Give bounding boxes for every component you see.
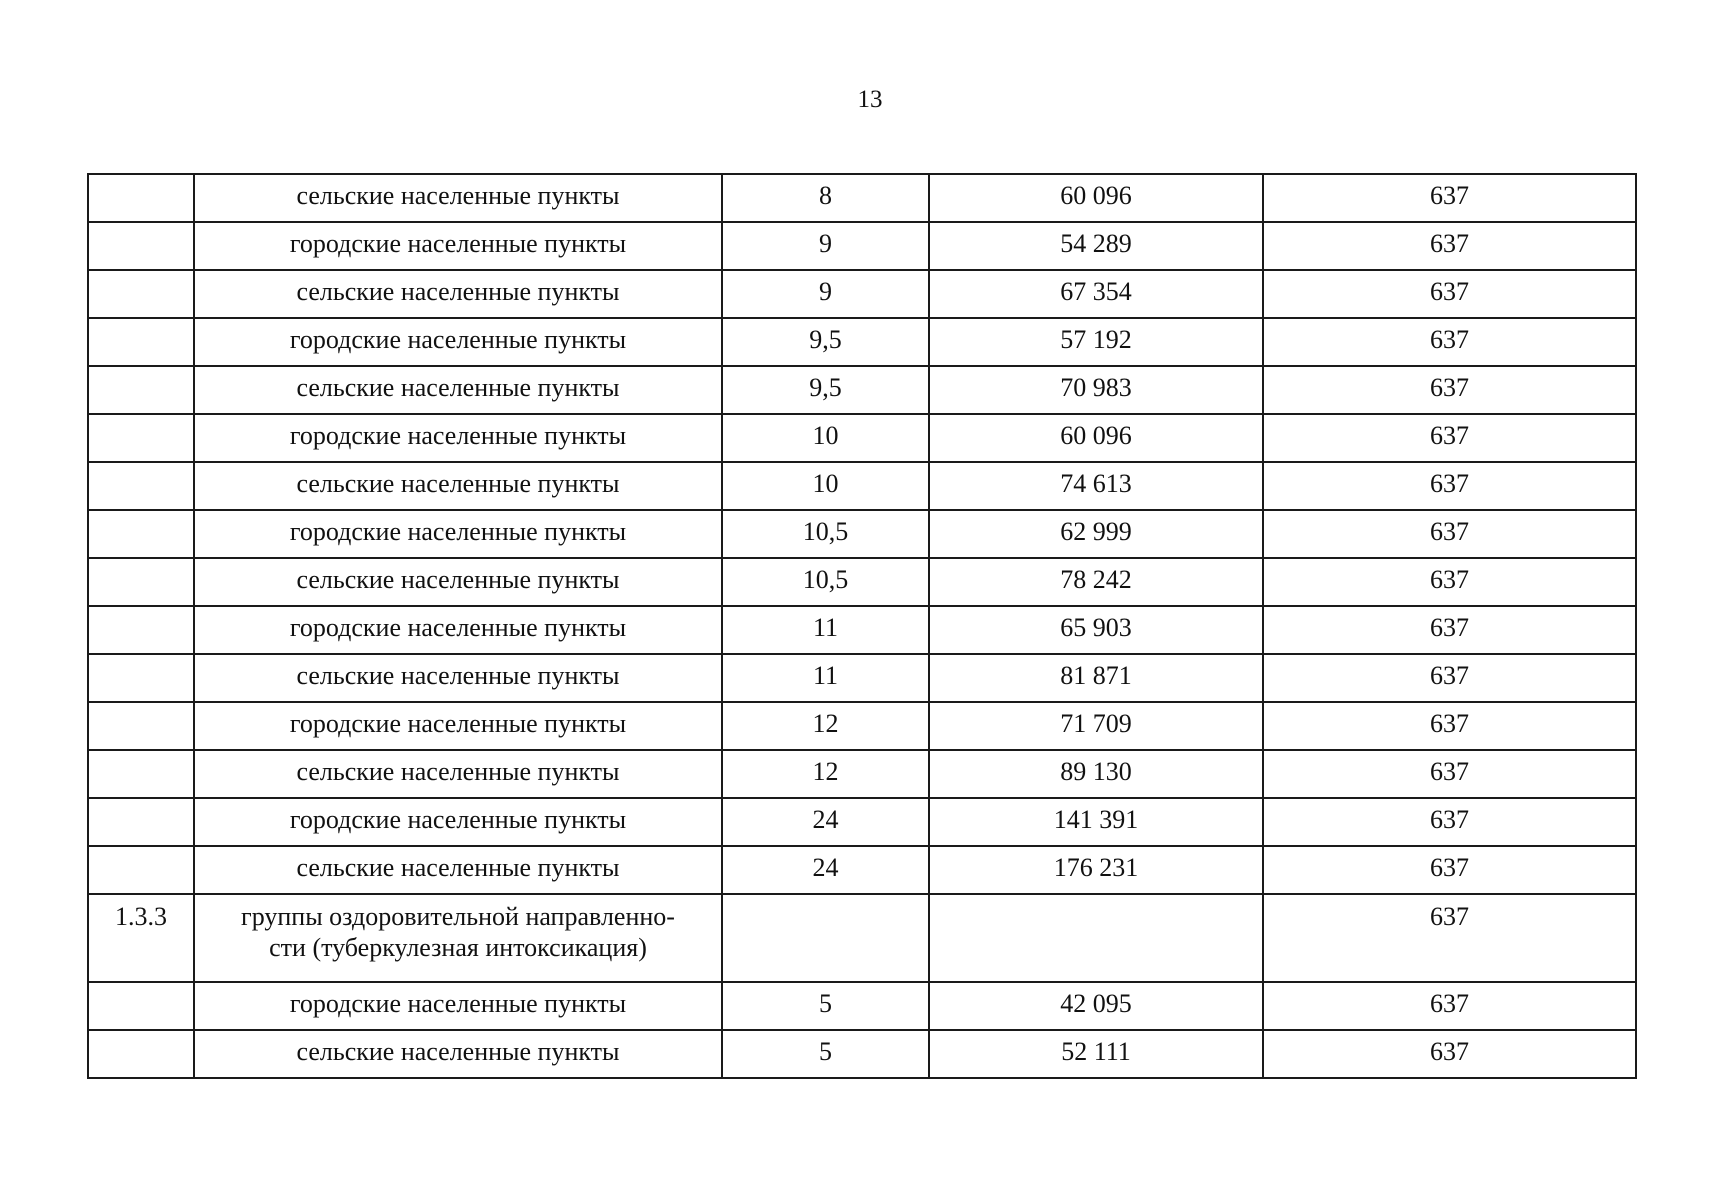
table-row — [88, 318, 1636, 366]
row-code: 637 — [1263, 982, 1636, 1030]
row-cost: 60 096 — [929, 414, 1263, 462]
row-code: 637 — [1263, 606, 1636, 654]
row-cost: 141 391 — [929, 798, 1263, 846]
row-name: сельские населенные пункты — [194, 654, 722, 702]
row-hours: 11 — [722, 654, 929, 702]
row-hours: 24 — [722, 798, 929, 846]
table-row — [88, 174, 1636, 222]
row-number — [88, 558, 194, 606]
row-cost: 60 096 — [929, 174, 1263, 222]
row-code: 637 — [1263, 798, 1636, 846]
row-hours: 5 — [722, 1030, 929, 1078]
row-number — [88, 654, 194, 702]
row-cost: 65 903 — [929, 606, 1263, 654]
row-code: 637 — [1263, 654, 1636, 702]
row-code: 637 — [1263, 414, 1636, 462]
section-row — [88, 894, 1636, 982]
row-name: городские населенные пункты — [194, 318, 722, 366]
table-row — [88, 702, 1636, 750]
row-hours: 9 — [722, 270, 929, 318]
row-hours: 11 — [722, 606, 929, 654]
row-code: 637 — [1263, 462, 1636, 510]
row-name: городские населенные пункты — [194, 702, 722, 750]
row-number — [88, 318, 194, 366]
row-code: 637 — [1263, 702, 1636, 750]
row-name-line2: сти (туберкулезная интоксикация) — [269, 933, 647, 962]
row-name: сельские населенные пункты — [194, 270, 722, 318]
row-hours: 9 — [722, 222, 929, 270]
row-name-line1: группы оздоровительной направленно- — [241, 902, 675, 931]
row-hours: 10 — [722, 462, 929, 510]
table-row — [88, 558, 1636, 606]
row-name: сельские населенные пункты — [194, 462, 722, 510]
row-number — [88, 606, 194, 654]
row-number — [88, 1030, 194, 1078]
row-hours: 9,5 — [722, 366, 929, 414]
row-hours: 10,5 — [722, 558, 929, 606]
row-cost: 71 709 — [929, 702, 1263, 750]
row-name: городские населенные пункты — [194, 414, 722, 462]
table-row — [88, 798, 1636, 846]
row-code: 637 — [1263, 1030, 1636, 1078]
row-cost: 74 613 — [929, 462, 1263, 510]
row-code: 637 — [1263, 558, 1636, 606]
row-cost: 78 242 — [929, 558, 1263, 606]
tariff-table — [87, 173, 1637, 1079]
table-row — [88, 462, 1636, 510]
row-cost: 89 130 — [929, 750, 1263, 798]
table-row — [88, 414, 1636, 462]
row-hours: 10 — [722, 414, 929, 462]
row-hours: 24 — [722, 846, 929, 894]
table-row — [88, 846, 1636, 894]
row-cost: 176 231 — [929, 846, 1263, 894]
row-cost: 57 192 — [929, 318, 1263, 366]
row-hours — [722, 894, 929, 982]
row-hours: 10,5 — [722, 510, 929, 558]
row-name: сельские населенные пункты — [194, 174, 722, 222]
row-name — [194, 894, 722, 982]
row-cost: 67 354 — [929, 270, 1263, 318]
table-row — [88, 606, 1636, 654]
row-number — [88, 510, 194, 558]
row-code: 637 — [1263, 318, 1636, 366]
row-name: сельские населенные пункты — [194, 846, 722, 894]
row-hours: 5 — [722, 982, 929, 1030]
row-cost: 62 999 — [929, 510, 1263, 558]
row-number — [88, 462, 194, 510]
row-hours: 9,5 — [722, 318, 929, 366]
row-code: 637 — [1263, 894, 1636, 982]
row-number — [88, 750, 194, 798]
row-code: 637 — [1263, 222, 1636, 270]
row-name: городские населенные пункты — [194, 606, 722, 654]
row-code: 637 — [1263, 510, 1636, 558]
row-number — [88, 270, 194, 318]
row-hours: 12 — [722, 702, 929, 750]
row-number — [88, 174, 194, 222]
table-row — [88, 982, 1636, 1030]
row-number — [88, 798, 194, 846]
page-number: 13 — [857, 86, 883, 113]
table-row — [88, 510, 1636, 558]
row-name: городские населенные пункты — [194, 798, 722, 846]
row-number — [88, 702, 194, 750]
row-name: городские населенные пункты — [194, 510, 722, 558]
table-row — [88, 366, 1636, 414]
table-row — [88, 1030, 1636, 1078]
row-number — [88, 414, 194, 462]
row-cost: 81 871 — [929, 654, 1263, 702]
row-cost: 54 289 — [929, 222, 1263, 270]
table-row — [88, 654, 1636, 702]
row-name: сельские населенные пункты — [194, 1030, 722, 1078]
table-row — [88, 270, 1636, 318]
row-number — [88, 222, 194, 270]
table-row — [88, 222, 1636, 270]
row-cost: 42 095 — [929, 982, 1263, 1030]
row-cost — [929, 894, 1263, 982]
row-cost: 70 983 — [929, 366, 1263, 414]
row-name: сельские населенные пункты — [194, 750, 722, 798]
row-number — [88, 982, 194, 1030]
row-number — [88, 846, 194, 894]
row-name: сельские населенные пункты — [194, 366, 722, 414]
row-code: 637 — [1263, 366, 1636, 414]
row-number — [88, 366, 194, 414]
row-hours: 12 — [722, 750, 929, 798]
row-code: 637 — [1263, 750, 1636, 798]
row-code: 637 — [1263, 270, 1636, 318]
row-name: городские населенные пункты — [194, 222, 722, 270]
row-code: 637 — [1263, 846, 1636, 894]
table-row — [88, 750, 1636, 798]
row-name: городские населенные пункты — [194, 982, 722, 1030]
row-hours: 8 — [722, 174, 929, 222]
row-cost: 52 111 — [929, 1030, 1263, 1078]
row-code: 637 — [1263, 174, 1636, 222]
row-number: 1.3.3 — [88, 894, 194, 982]
row-name: сельские населенные пункты — [194, 558, 722, 606]
